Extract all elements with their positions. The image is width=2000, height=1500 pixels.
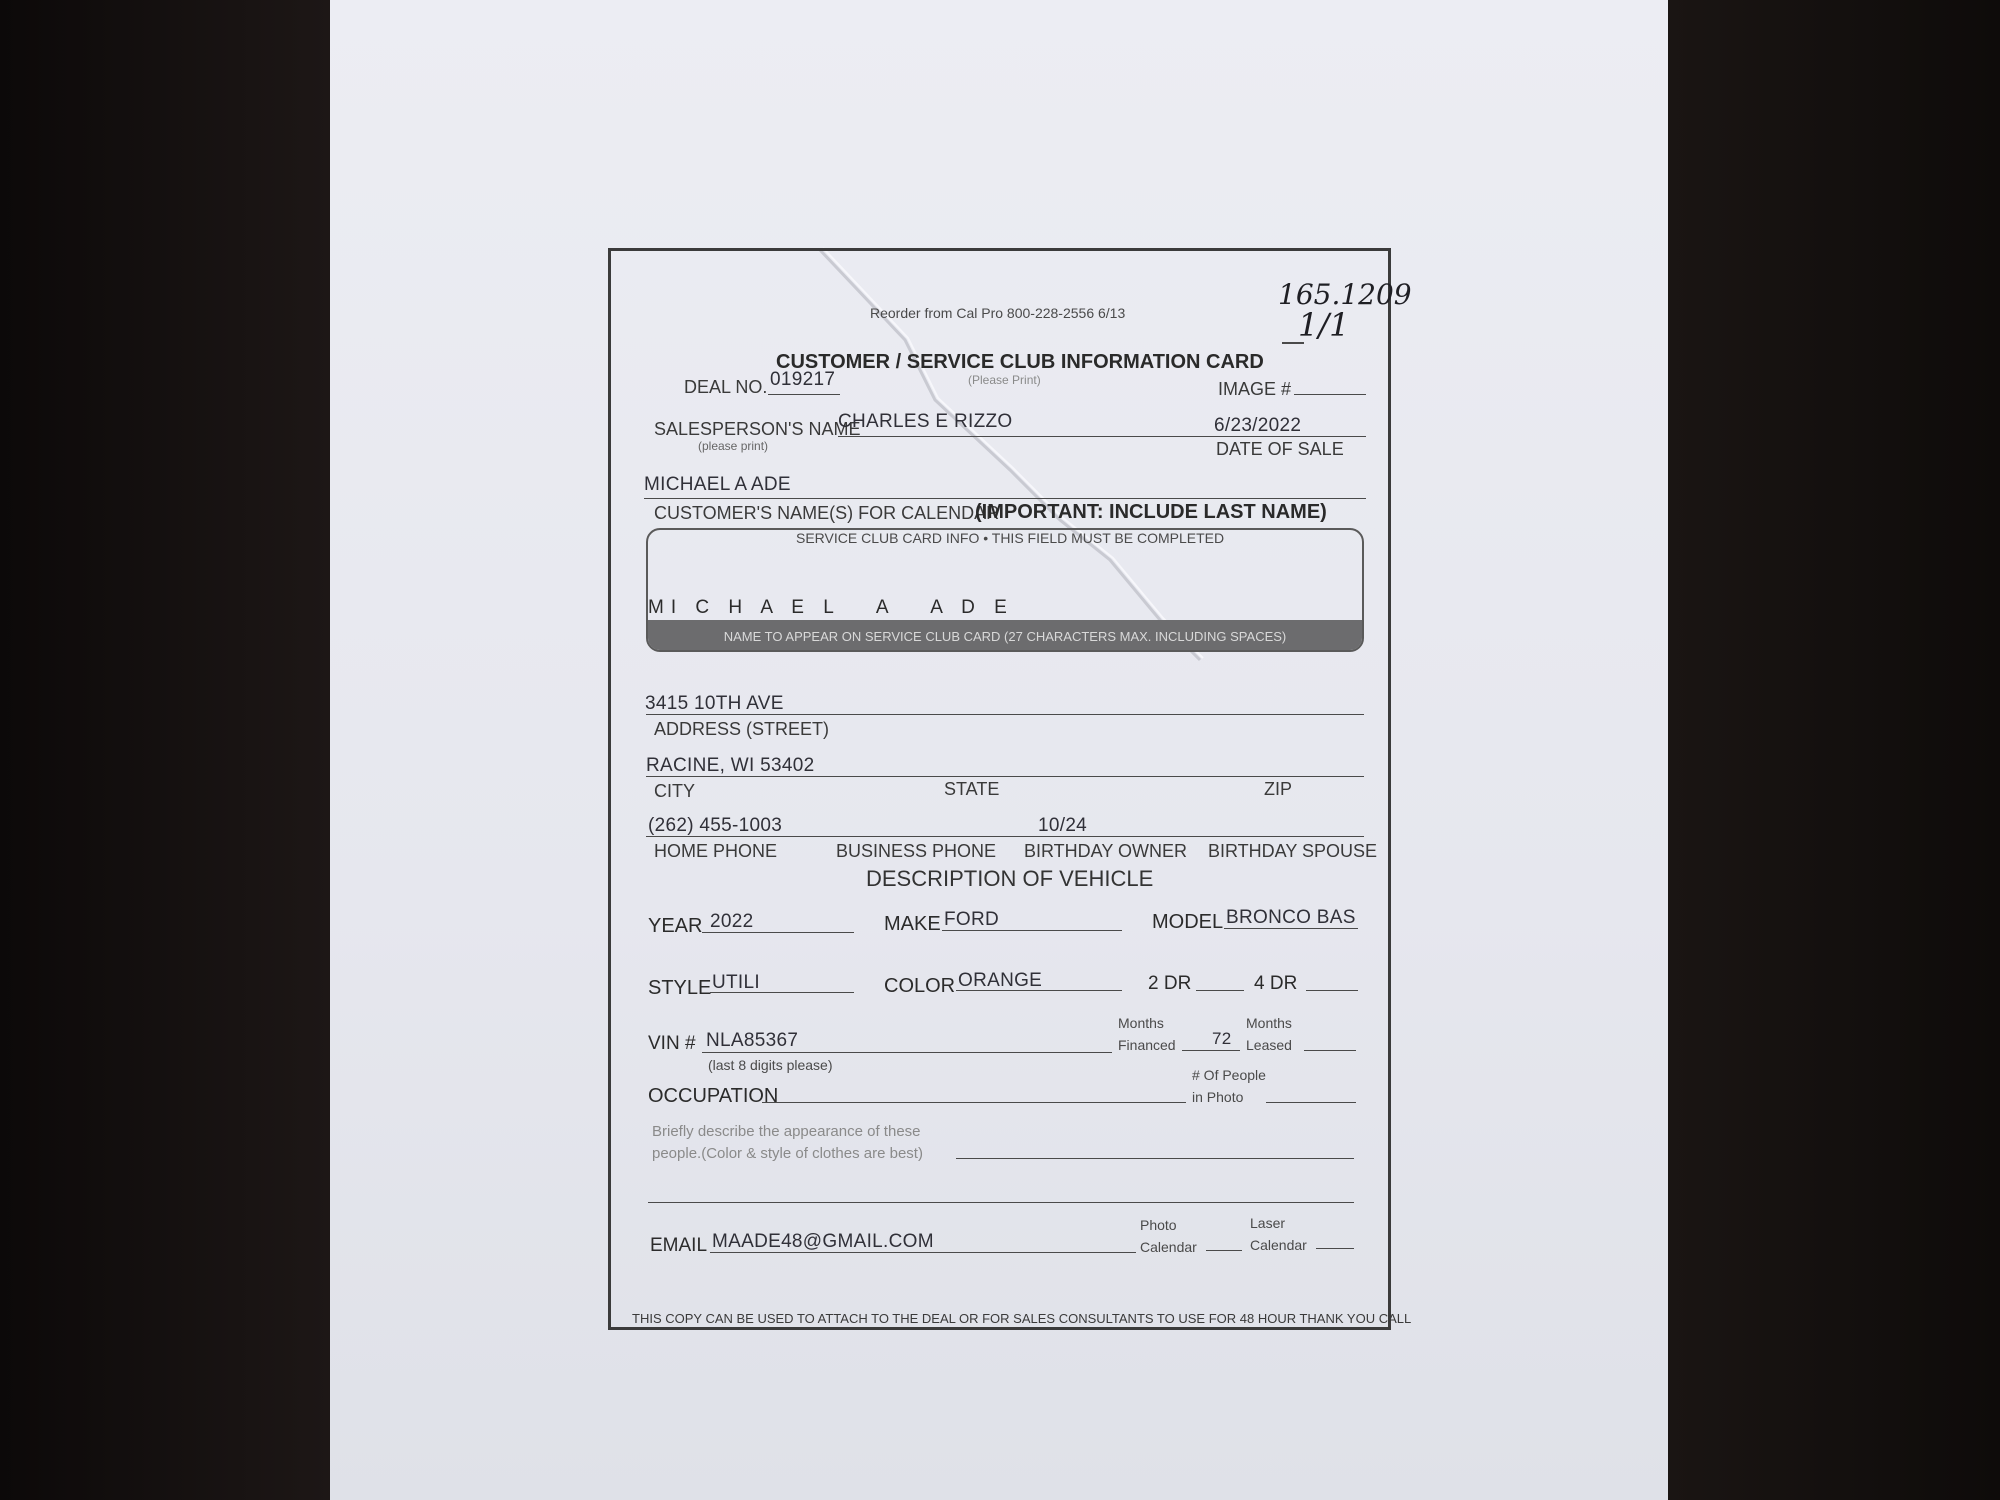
model-value: BRONCO BAS	[1226, 907, 1356, 928]
image-number-label: IMAGE #	[1218, 379, 1292, 399]
financed-line	[1182, 1050, 1240, 1051]
people-in-photo-label-1: # Of People	[1192, 1067, 1266, 1083]
vin-label: VIN #	[648, 1033, 696, 1054]
laser-calendar-line	[1316, 1248, 1354, 1249]
sale-date-value: 6/23/2022	[1214, 415, 1302, 436]
laser-calendar-label-1: Laser	[1250, 1215, 1286, 1231]
make-label: MAKE	[884, 913, 941, 935]
four-door-line	[1306, 990, 1358, 991]
card-title: CUSTOMER / SERVICE CLUB INFORMATION CARD	[776, 351, 1264, 373]
city-state-zip-value: RACINE, WI 53402	[646, 755, 815, 776]
customer-name-line	[644, 498, 1366, 499]
handwritten-underline	[1282, 342, 1304, 344]
customer-name-label: CUSTOMER'S NAME(S) FOR CALENDAR	[654, 503, 1000, 523]
service-club-name-value: MI C H A E L A A D E	[648, 597, 1014, 618]
service-club-header: SERVICE CLUB CARD INFO • THIS FIELD MUST BE COMPLETED	[796, 530, 1225, 546]
months-leased-label-top: Months	[1246, 1015, 1292, 1031]
laser-calendar-label-2: Calendar	[1250, 1237, 1307, 1253]
year-value: 2022	[710, 911, 754, 932]
state-label: STATE	[944, 779, 1000, 799]
email-line	[710, 1252, 1136, 1253]
photo-calendar-line	[1206, 1250, 1242, 1251]
two-door-label: 2 DR	[1148, 973, 1192, 994]
leased-label: Leased	[1246, 1037, 1292, 1053]
background-left	[0, 0, 330, 1500]
salesperson-line	[838, 436, 1366, 437]
card-footer-text: THIS COPY CAN BE USED TO ATTACH TO THE DEAL OR FOR SALES CONSULTANTS TO USE FOR 48 HOUR THANK YOU CALL	[632, 1311, 1412, 1326]
months-financed-value: 72	[1212, 1029, 1232, 1048]
appearance-label-1: Briefly describe the appearance of these	[652, 1123, 921, 1140]
birthday-spouse-label: BIRTHDAY SPOUSE	[1208, 841, 1378, 861]
handwritten-ref-number: 165.1209	[1278, 278, 1412, 311]
city-line	[646, 776, 1364, 777]
email-value: MAADE48@GMAIL.COM	[712, 1231, 934, 1252]
appearance-label-2: people.(Color & style of clothes are best)	[652, 1145, 923, 1162]
vin-line	[702, 1052, 1112, 1053]
color-label: COLOR	[884, 975, 956, 997]
leased-line	[1304, 1050, 1356, 1051]
salesperson-label: SALESPERSON'S NAME	[654, 419, 861, 439]
model-label: MODEL	[1152, 911, 1224, 933]
birthday-owner-label: BIRTHDAY OWNER	[1024, 841, 1188, 861]
color-line	[956, 990, 1122, 991]
photo-calendar-label-2: Calendar	[1140, 1239, 1197, 1255]
business-phone-label: BUSINESS PHONE	[836, 841, 997, 861]
deal-number-label: DEAL NO.	[684, 377, 768, 397]
city-label: CITY	[654, 781, 696, 801]
image-number-line	[1294, 394, 1366, 395]
appearance-line-1	[956, 1158, 1354, 1159]
background-right	[1668, 0, 2000, 1500]
make-value: FORD	[944, 909, 1000, 930]
address-value: 3415 10TH AVE	[645, 693, 784, 714]
color-value: ORANGE	[958, 970, 1043, 991]
people-in-photo-line	[1266, 1102, 1356, 1103]
please-print-note: (Please Print)	[968, 373, 1041, 387]
two-door-line	[1196, 990, 1244, 991]
model-line	[1224, 928, 1358, 929]
year-label: YEAR	[648, 915, 703, 937]
four-door-label: 4 DR	[1254, 973, 1298, 994]
photo-calendar-label-1: Photo	[1140, 1217, 1177, 1233]
handwritten-page-count: 1/1	[1298, 306, 1350, 344]
vehicle-heading: DESCRIPTION OF VEHICLE	[866, 866, 1154, 891]
vin-sublabel: (last 8 digits please)	[708, 1057, 833, 1073]
salesperson-sublabel: (please print)	[698, 439, 769, 453]
people-in-photo-label-2: in Photo	[1192, 1089, 1244, 1105]
zip-label: ZIP	[1264, 779, 1293, 799]
deal-number-line	[768, 394, 840, 395]
months-financed-label-top: Months	[1118, 1015, 1164, 1031]
address-line	[646, 714, 1364, 715]
service-club-bar	[648, 620, 1362, 650]
service-club-box	[646, 528, 1364, 652]
style-value: UTILI	[712, 972, 760, 993]
style-line	[710, 992, 854, 993]
occupation-line	[762, 1102, 1186, 1103]
make-line	[942, 930, 1122, 931]
birthday-owner-value: 10/24	[1038, 815, 1088, 836]
customer-name-value: MICHAEL A ADE	[644, 474, 791, 495]
vin-value: NLA85367	[706, 1030, 799, 1051]
occupation-label: OCCUPATION	[648, 1085, 779, 1107]
financed-label: Financed	[1118, 1037, 1176, 1053]
sale-date-label: DATE OF SALE	[1216, 439, 1344, 459]
appearance-line-2	[648, 1202, 1354, 1203]
email-label: EMAIL	[650, 1235, 708, 1256]
address-label: ADDRESS (STREET)	[654, 719, 830, 739]
reorder-text: Reorder from Cal Pro 800-228-2556 6/13	[870, 305, 1126, 321]
deal-number-value: 019217	[770, 369, 836, 390]
home-phone-label: HOME PHONE	[654, 841, 778, 861]
style-label: STYLE	[648, 977, 712, 999]
salesperson-value: CHARLES E RIZZO	[838, 411, 1013, 432]
important-note: (IMPORTANT: INCLUDE LAST NAME)	[975, 501, 1327, 523]
home-phone-value: (262) 455-1003	[648, 815, 783, 836]
phones-line	[646, 836, 1364, 837]
year-line	[702, 932, 854, 933]
service-club-bar-label: NAME TO APPEAR ON SERVICE CLUB CARD (27 CHARACTERS MAX. INCLUDING SPACES)	[723, 629, 1287, 644]
